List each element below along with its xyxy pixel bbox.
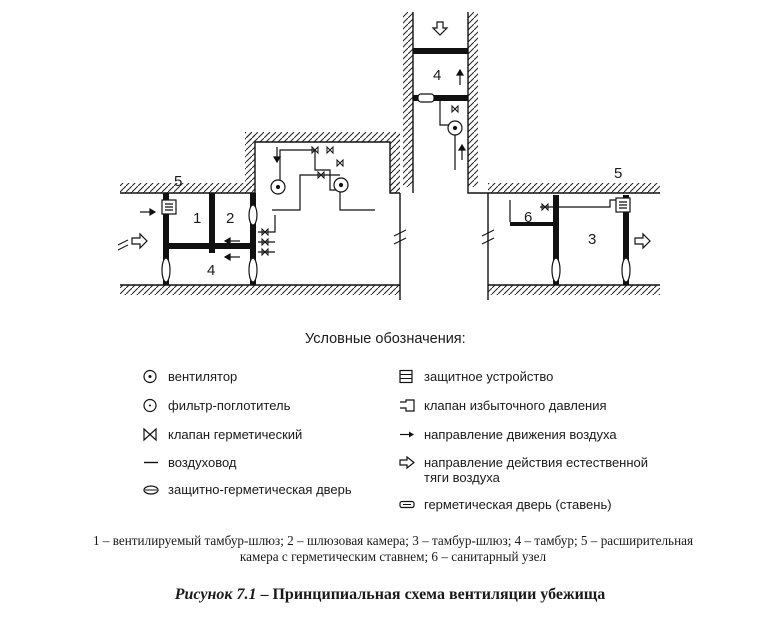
protective-device-icon [398, 369, 424, 384]
label-5-right: 5 [614, 165, 623, 182]
legend-title: Условные обозначения: [305, 331, 466, 347]
air-ducts [258, 101, 625, 252]
legend-item-filter: фильтр-поглотитель [142, 398, 398, 413]
air-flow-arrow-icon [398, 427, 424, 442]
blast-door-icon [142, 482, 168, 497]
legend-item-blast-door: защитно-герметическая дверь [142, 482, 398, 497]
label-3: 3 [588, 231, 597, 248]
hermetic-valve-icon [142, 427, 168, 442]
walls [118, 12, 660, 300]
natural-draft-arrow-icon [398, 455, 424, 470]
label-4-left: 4 [207, 262, 216, 279]
fan-icon [142, 369, 168, 384]
legend-item-duct: воздуховод [142, 455, 398, 470]
legend-item-protective-device: защитное устройство [398, 369, 654, 384]
duct-line-icon [142, 455, 168, 470]
caption-line-2: камера с герметическим ставнем; 6 – санитарный узел [239, 549, 547, 564]
filter-icon [142, 398, 168, 413]
label-6: 6 [524, 209, 533, 226]
figure-title-text: – Принципиальная схема вентиляции убежища [256, 586, 606, 603]
legend-item-air-flow: направление движения воздуха [398, 427, 654, 442]
legend-item-fan: вентилятор [142, 369, 398, 384]
overpressure-valve-icon [398, 398, 424, 413]
caption-line-1: 1 – вентилируемый тамбур-шлюз; 2 – шлюзовая камера; 3 – тамбур-шлюз; 4 – тамбур; 5 – расширительная [92, 533, 694, 548]
caption [18, 533, 768, 565]
legend-item-hermetic-valve: клапан герметический [142, 427, 398, 442]
legend-item-natural-draft: направление действия естественной тяги воздуха [398, 455, 654, 485]
legend-item-hermetic-door: герметическая дверь (ставень) [398, 497, 654, 512]
label-4-top: 4 [433, 67, 442, 84]
label-1: 1 [193, 210, 202, 227]
figure-title [0, 586, 780, 604]
label-5-left: 5 [174, 173, 183, 190]
hermetic-door-icon [398, 497, 424, 512]
figure-label: Рисунок 7.1 [174, 586, 257, 603]
legend-item-overpressure-valve: клапан избыточного давления [398, 398, 654, 413]
label-2: 2 [226, 210, 235, 227]
